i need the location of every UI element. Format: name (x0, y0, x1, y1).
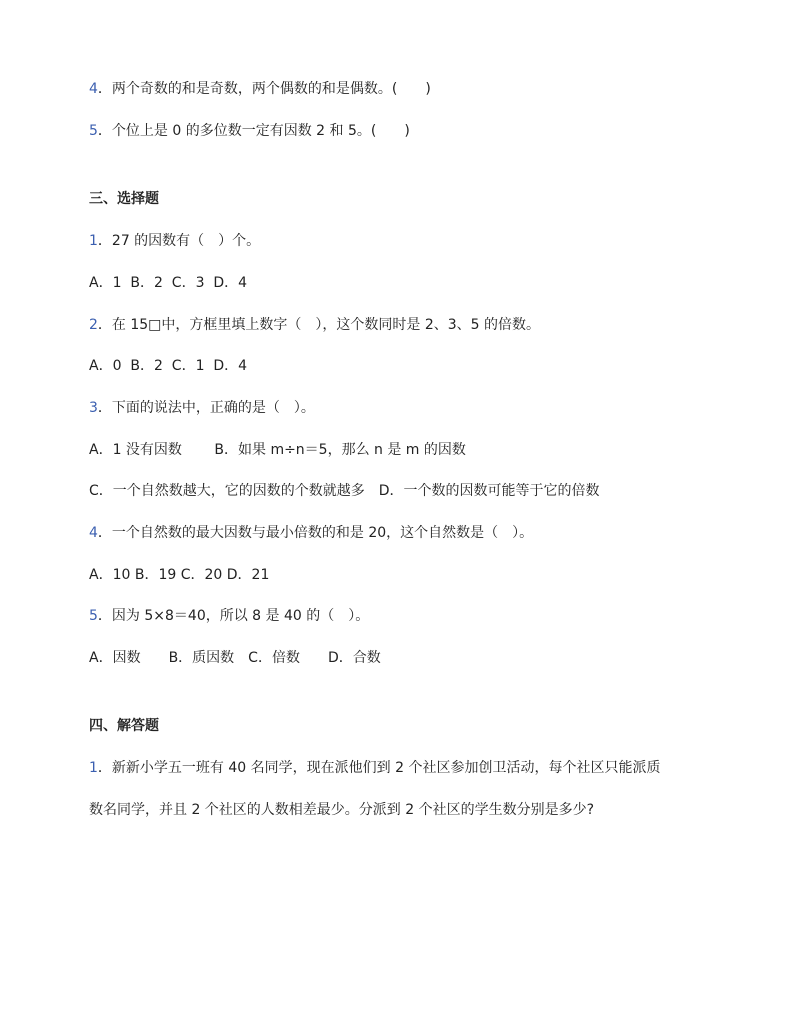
question-text: ．新新小学五一班有 40 名同学，现在派他们到 2 个社区参加创卫活动，每个社区只能派质 (97, 760, 661, 776)
judgement-question-5 (89, 122, 410, 140)
answer-question-1-cont (89, 801, 594, 819)
judgement-question-4 (89, 80, 431, 98)
question-number: 4 (89, 81, 98, 97)
choice-question-3 (89, 399, 315, 417)
question-number: 3 (89, 400, 98, 416)
answer-question-1 (89, 759, 660, 777)
options-text: C．一个自然数越大，它的因数的个数就越多 D．一个数的因数可能等于它的倍数 (89, 483, 600, 499)
options-text: A．0 B．2 C．1 D．4 (89, 358, 248, 374)
question-text: ．在 15□中，方框里填上数字（ ），这个数同时是 2、3、5 的倍数。 (97, 317, 541, 333)
choice-options-3b (89, 482, 600, 500)
question-text: 数名同学，并且 2 个社区的人数相差最少。分派到 2 个社区的学生数分别是多少? (89, 802, 595, 818)
question-text: ．下面的说法中，正确的是（ ）。 (97, 400, 315, 416)
question-number: 4 (89, 525, 98, 541)
options-text: A．因数 B．质因数 C．倍数 D．合数 (89, 650, 381, 666)
choice-options-1 (89, 274, 247, 292)
options-text: A．1 没有因数 B．如果 m÷n＝5，那么 n 是 m 的因数 (89, 442, 466, 458)
section-heading-choice: 三、选择题 (89, 191, 159, 207)
choice-options-2 (89, 357, 247, 375)
choice-question-1 (89, 232, 260, 250)
question-text: ．因为 5×8＝40，所以 8 是 40 的（ ）。 (97, 608, 370, 624)
choice-options-4 (89, 566, 269, 584)
question-text: ．两个奇数的和是奇数，两个偶数的和是偶数。( ) (97, 81, 431, 97)
choice-question-2 (89, 316, 540, 334)
question-number: 5 (89, 123, 98, 139)
options-text: A．10 B．19 C．20 D．21 (89, 567, 270, 583)
section-heading-answer: 四、解答题 (89, 718, 159, 734)
question-number: 5 (89, 608, 98, 624)
options-text: A．1 B．2 C．3 D．4 (89, 275, 248, 291)
choice-question-4 (89, 524, 533, 542)
question-number: 2 (89, 317, 98, 333)
question-text: ．个位上是 0 的多位数一定有因数 2 和 5。( ) (97, 123, 410, 139)
question-number: 1 (89, 760, 98, 776)
question-number: 1 (89, 233, 98, 249)
question-text: ．一个自然数的最大因数与最小倍数的和是 20，这个自然数是（ ）。 (97, 525, 534, 541)
choice-options-5 (89, 649, 381, 667)
choice-options-3a (89, 441, 466, 459)
choice-question-5 (89, 607, 369, 625)
question-text: ．27 的因数有（ ）个。 (97, 233, 261, 249)
